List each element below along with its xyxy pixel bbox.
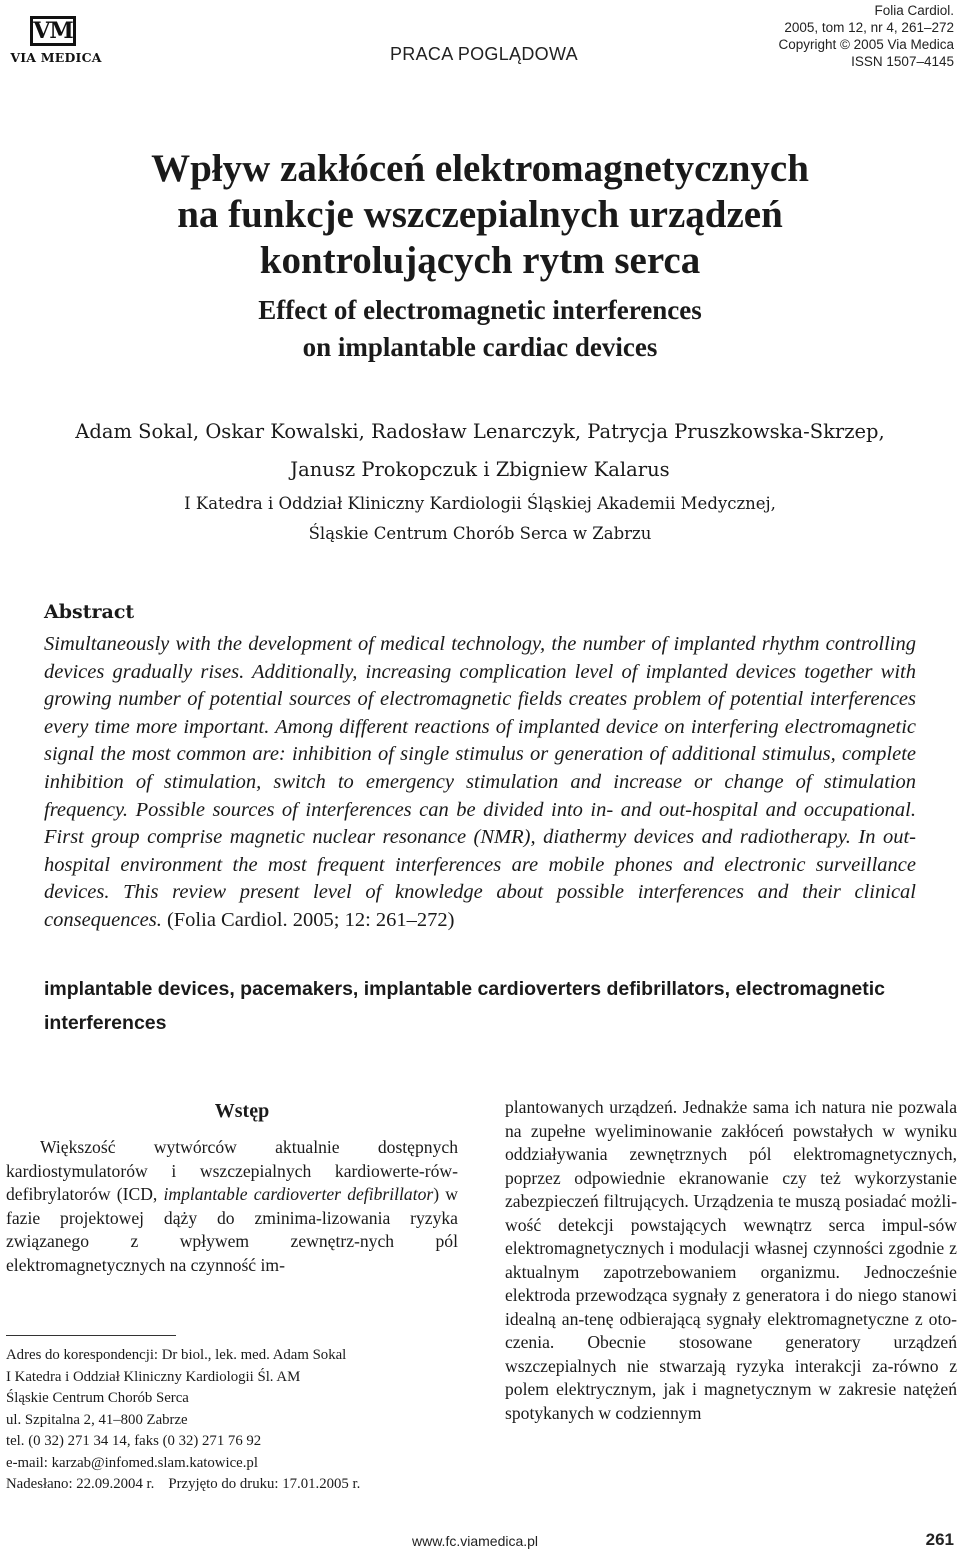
left-column [6, 1096, 458, 1277]
authors [0, 413, 960, 489]
journal-copyright: Copyright © 2005 Via Medica [778, 37, 954, 52]
title-line: kontrolujących rytm serca [259, 239, 701, 282]
title-polish [0, 146, 960, 284]
journal-issue: 2005, tom 12, nr 4, 261–272 [784, 20, 954, 35]
correspondence-line: tel. (0 32) 271 34 14, faks (0 32) 271 76 92 [6, 1433, 262, 1449]
intro-text-b: ) w fazie projektowej dąży do zminima-lizowania ryzyka związanego z wpływem zewnętrz-nych pól elektromagnetycznych na czynność im- [6, 1184, 458, 1275]
correspondence-line: ul. Szpitalna 2, 41–800 Zabrze [6, 1411, 188, 1428]
abstract-text [44, 631, 916, 935]
accepted-date: Przyjęto do druku: 17.01.2005 r. [168, 1476, 361, 1492]
keywords: implantable devices, pacemakers, implantable cardioverters defibrillators, electromagnetic interferences [44, 978, 886, 1034]
affiliation-line: Śląskie Centrum Chorób Serca w Zabrzu [308, 524, 652, 543]
section-label: PRACA POGLĄDOWA [390, 44, 578, 64]
abstract-citation: (Folia Cardiol. 2005; 12: 261–272) [166, 908, 455, 931]
correspondence-line: Śląskie Centrum Chorób Serca [6, 1390, 189, 1406]
abstract-body: Simultaneously with the development of medical technology, the number of implanted rhythm controlling devices gradually rises. Additionally, increasing complication level of implanted devices together with growing number of potential sources of electromagnetic fields creates problem of potential interferences every time more important. Among different reactions of implanted device on interfering electromagnetic signal the most common are: inhibition of single stimulus or generation of additional stimulus, complete inhibition of stimulation, switch to emergency stimulation and increase or change of stimulation frequency. Possible sources of interferences can be divided into in- and out-hospital and occupational. First group comprise magnetic nuclear resonance (NMR), diathermy devices and radiotherapy. In out-hospital environment the most frequent interferences are mobile phones and electronic surveillance devices. This review present level of knowledge about possible interferences and their clinical consequences. [44, 633, 916, 931]
affiliation-line: I Katedra i Oddział Kliniczny Kardiologii Śląskiej Akademii Medycznej, [184, 494, 776, 513]
title-english [0, 292, 960, 366]
publisher-name: VIA MEDICA [10, 50, 102, 65]
correspondence-line: Adres do korespondencji: Dr biol., lek. med. Adam Sokal [6, 1347, 347, 1363]
correspondence-address [6, 1345, 360, 1496]
right-column [505, 1096, 957, 1425]
journal-info [778, 2, 954, 70]
title-line: Effect of electromagnetic interferences [258, 295, 702, 325]
intro-paragraph-right: plantowanych urządzeń. Jednakże sama ich natura nie pozwala na zupełne wyeliminowanie zakłóceń powstałych w wyniku oddziaływania zewnętrznych pól elektromagnetycznych, poprzez odpowiednie ekranowanie czy też wykorzystanie zabezpieczeń filtrujących. Urządzenia te muszą posiadać możli-wość detekcji powstających wewnątrz serca impul-sów elektromagnetycznych i modulacji własnej czynności zgodnie z aktualnym zapotrzebowaniem organizmu. Jednocześnie elektroda przewodząca sygnały z generatora i do niego stanowi idealną an-tenę odbierającą sygnały elektromagnetyczne z oto-czenia. Obecnie stosowane generatory urządzeń wszczepialnych nie stwarzają ryzyka interakcji za-równo z polem elektrycznym, jak i magnetycznym w zakresie natężeń spotykanych w codziennym [505, 1097, 957, 1423]
correspondence-email: e-mail: karzab@infomed.slam.katowice.pl [6, 1454, 258, 1471]
footer-url: www.fc.viamedica.pl [412, 1533, 539, 1549]
title-line: on implantable cardiac devices [302, 332, 658, 362]
affiliation [0, 489, 960, 549]
authors-line: Adam Sokal, Oskar Kowalski, Radosław Lenarczyk, Patrycja Pruszkowska-Skrzep, [75, 420, 885, 443]
intro-text-italic: implantable cardioverter defibrillator [163, 1184, 434, 1204]
title-line: Wpływ zakłóceń elektromagnetycznych [151, 147, 809, 190]
received-date: Nadesłano: 22.09.2004 r. [6, 1476, 155, 1492]
page-number: 261 [925, 1530, 954, 1549]
journal-issn: ISSN 1507–4145 [851, 54, 954, 69]
authors-line: Janusz Prokopczuk i Zbigniew Kalarus [290, 458, 670, 481]
intro-paragraph-left [6, 1136, 458, 1277]
abstract-heading: Abstract [44, 601, 135, 623]
intro-text-a: Większość wytwórców aktualnie dostępnych kardiostymulatorów i wszczepialnych kardiowerte-rów-defibrylatorów (ICD, [6, 1137, 458, 1204]
intro-heading: Wstęp [214, 1100, 270, 1122]
logo-mark: VM [30, 16, 76, 46]
journal-name: Folia Cardiol. [874, 3, 954, 18]
footnote-divider [6, 1335, 176, 1336]
publisher-logo [8, 16, 104, 66]
correspondence-line: I Katedra i Oddział Kliniczny Kardiologii Śl. AM [6, 1368, 301, 1385]
title-line: na funkcje wszczepialnych urządzeń [177, 193, 783, 236]
submission-dates [6, 1474, 360, 1496]
